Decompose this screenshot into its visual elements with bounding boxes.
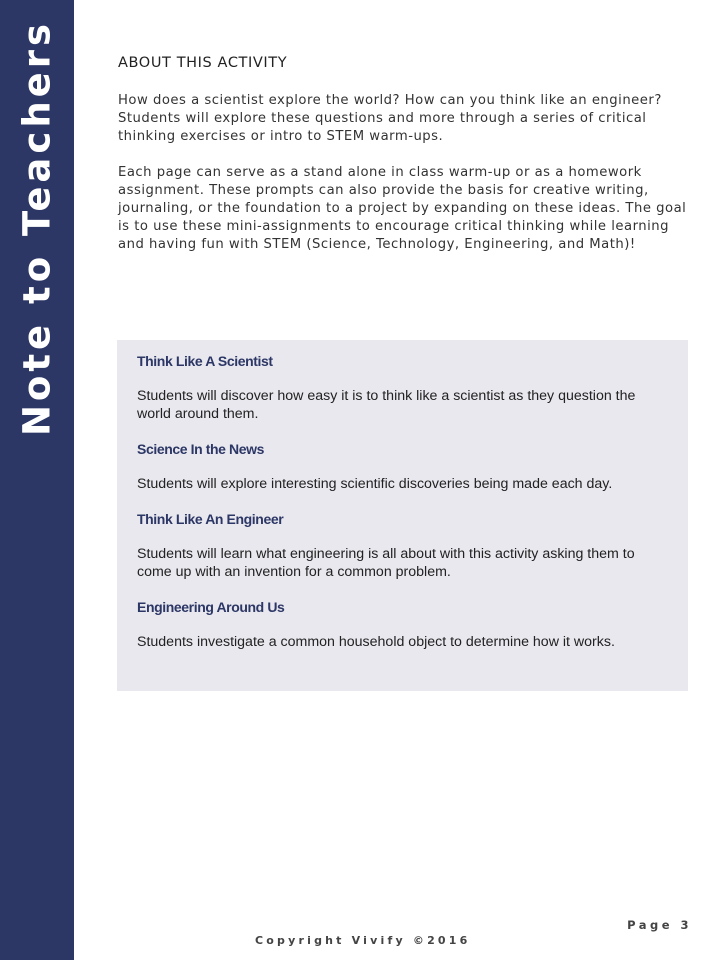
copyright-notice: Copyright Vivify ©2016 (255, 934, 471, 947)
about-heading: ABOUT THIS ACTIVITY (118, 55, 288, 71)
activity-description: Students will learn what engineering is all about with this activity asking them to come up with an invention for a common problem. (137, 546, 635, 580)
activity-title: Think Like A Scientist (137, 353, 273, 369)
about-paragraph-1: How does a scientist explore the world? How can you think like an engineer? Students will explore these questions and more through a series of critical thinking exercises or intro to STEM warm-ups. (118, 93, 662, 144)
sidebar-title: Note to Teachers (15, 19, 59, 437)
activity-item (137, 353, 672, 423)
activity-item (137, 599, 672, 651)
activity-title: Science In the News (137, 441, 265, 457)
activity-item (137, 511, 672, 581)
activity-description: Students will explore interesting scientific discoveries being made each day. (137, 476, 613, 492)
about-paragraph-2: Each page can serve as a stand alone in class warm-up or as a homework assignment. These prompts can also provide the basis for creative writing, journaling, or the foundation to a project by expanding on these ideas. The goal is to use these mini-assignments to encourage critical thinking while learning and having fun with STEM (Science, Technology, Engineering, and Math)! (118, 165, 687, 252)
activity-description: Students will discover how easy it is to think like a scientist as they question the world around them. (137, 388, 636, 422)
activity-item (137, 441, 672, 493)
activity-title: Think Like An Engineer (137, 511, 284, 527)
activity-title: Engineering Around Us (137, 599, 285, 615)
activity-description: Students investigate a common household object to determine how it works. (137, 634, 615, 650)
activity-list-box (117, 340, 688, 691)
page-number: Page 3 (627, 918, 692, 932)
sidebar (0, 0, 74, 960)
